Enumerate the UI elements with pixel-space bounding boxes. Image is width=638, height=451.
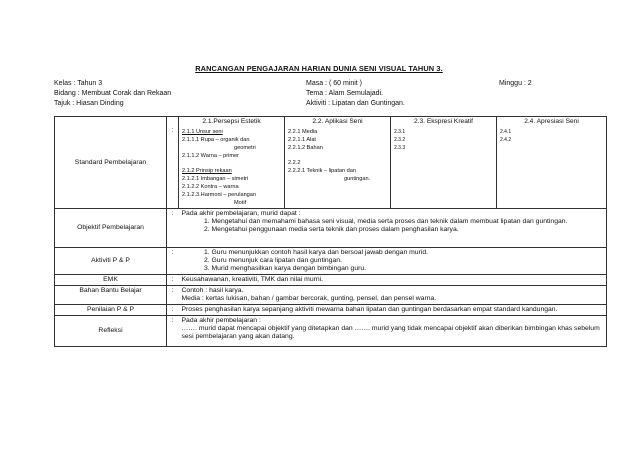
emk-row bbox=[55, 275, 607, 286]
c1-line: 2.1.1.2 Warna – primer bbox=[182, 153, 239, 159]
page-title: RANCANGAN PENGAJARAN HARIAN DUNIA SENI VISUAL TAHUN 3. bbox=[195, 64, 443, 73]
c1-line: Motif bbox=[234, 200, 247, 206]
standard-h1: 2.1.Persepsi Estetik bbox=[179, 117, 285, 128]
standard-header-row bbox=[55, 117, 607, 128]
penilaian-content: Proses penghasilan karya sepanjang aktiviti mewarna bahan lipatan dan guntingan berdasarkan empat standard kandungan. bbox=[179, 305, 607, 316]
aktiviti-line: Aktiviti : Lipatan dan Guntingan. bbox=[306, 100, 405, 107]
c2-line: 2.2.2.1 Teknik – lipatan dan bbox=[288, 168, 357, 174]
rph-table bbox=[54, 116, 607, 347]
tema-line: Tema : Alam Semulajadi. bbox=[306, 90, 384, 97]
tajuk-line: Tajuk : Hiasan Dinding bbox=[54, 100, 124, 107]
c1-spacer bbox=[182, 160, 281, 167]
objektif-intro: Pada akhir pembelajaran, murid dapat : bbox=[181, 210, 301, 217]
c3-line: 2.3.1 bbox=[394, 129, 406, 135]
objektif-list bbox=[182, 218, 604, 234]
refleksi-row bbox=[55, 316, 607, 347]
c3-line: 2.3.2 bbox=[394, 137, 406, 143]
c2-line: 2.2.2 bbox=[288, 160, 301, 166]
penilaian-row bbox=[55, 305, 607, 316]
c1-line: 2.1.1 Unsur seni bbox=[182, 129, 223, 135]
c1-line: 2.1.2 Prinsip rekaan bbox=[182, 168, 232, 174]
standard-h4: 2.4. Apresiasi Seni bbox=[497, 117, 607, 128]
emk-colon: : bbox=[167, 275, 179, 286]
minggu-line: Minggu : 2 bbox=[499, 80, 532, 87]
masa-line: Masa : ( 60 minit ) bbox=[306, 80, 363, 87]
c1-line: 2.1.2.1 Imbangan – simetri bbox=[182, 176, 249, 182]
meta-left bbox=[54, 79, 171, 109]
objektif-row bbox=[55, 209, 607, 248]
bidang-line: Bidang : Membuat Corak dan Rekaan bbox=[54, 90, 172, 97]
emk-content: Keusahawanan, kreativiti, TMK dan nilai murni. bbox=[179, 275, 607, 286]
bbb-content bbox=[179, 286, 607, 305]
bbb-line: Media : kertas lukisan, bahan / gambar bercorak, gunting, pensel, dan pensel warna. bbox=[181, 295, 437, 302]
c4-line: 2.4.2 bbox=[500, 137, 512, 143]
refleksi-colon: : bbox=[167, 316, 179, 347]
aktiviti-label: Aktiviti P & P bbox=[55, 248, 167, 275]
meta-middle bbox=[306, 79, 405, 109]
refleksi-label: Refleksi bbox=[55, 316, 167, 347]
bbb-label: Bahan Bantu Belajar bbox=[55, 286, 167, 305]
aktiviti-content bbox=[179, 248, 607, 275]
c2-line: guntingan. bbox=[344, 176, 371, 182]
c4-line: 2.4.1 bbox=[500, 129, 512, 135]
standard-c4 bbox=[497, 127, 607, 209]
standard-c2 bbox=[285, 127, 391, 209]
aktiviti-list bbox=[182, 249, 604, 273]
kelas-line: Kelas : Tahun 3 bbox=[54, 80, 103, 87]
standard-h3: 2.3. Ekspresi Kreatif bbox=[391, 117, 497, 128]
objektif-item: 1. Mengetahui dan memahami bahasa seni visual, media serta proses dan teknik dalam membuat lipatan dan guntingan. bbox=[212, 218, 604, 226]
aktiviti-item: 3. Murid menghasilkan karya dengan bimbingan guru. bbox=[212, 265, 604, 273]
standard-colon: : bbox=[167, 117, 179, 209]
c1-line: 2.1.1.1 Rupa – organik dan bbox=[182, 137, 250, 143]
aktiviti-item: 1. Guru menunjukkan contoh hasil karya dan bersoal jawab dengan murid. bbox=[212, 249, 604, 257]
objektif-colon: : bbox=[167, 209, 179, 248]
objektif-content bbox=[179, 209, 607, 248]
standard-h2: 2.2. Aplikasi Seni bbox=[285, 117, 391, 128]
bbb-row bbox=[55, 286, 607, 305]
aktiviti-row bbox=[55, 248, 607, 275]
c2-spacer bbox=[288, 152, 387, 159]
standard-c3 bbox=[391, 127, 497, 209]
c2-line: 2.2.1 Media bbox=[288, 129, 318, 135]
standard-label: Standard Pembelajaran bbox=[55, 117, 167, 209]
bbb-colon: : bbox=[167, 286, 179, 305]
aktiviti-colon: : bbox=[167, 248, 179, 275]
c3-line: 2.3.3 bbox=[394, 145, 406, 151]
refleksi-content bbox=[179, 316, 607, 347]
bbb-line: Contoh : hasil karya. bbox=[181, 287, 244, 294]
c1-line: geometri bbox=[234, 145, 256, 151]
penilaian-colon: : bbox=[167, 305, 179, 316]
c1-line: 2.1.2.3.Harmoni – perulangan bbox=[182, 192, 257, 198]
c1-line: 2.1.2.2 Kontra – warna bbox=[182, 184, 239, 190]
standard-c1 bbox=[179, 127, 285, 209]
c2-line: 2.2.1.1 Alat bbox=[288, 137, 316, 143]
meta-right bbox=[499, 79, 532, 89]
objektif-label: Objektif Pembelajaran bbox=[55, 209, 167, 248]
emk-label: EMK bbox=[55, 275, 167, 286]
penilaian-label: Penilaian P & P bbox=[55, 305, 167, 316]
refleksi-line: ……. murid dapat mencapai objektif yang ditetapkan dan ……. murid yang tidak mencapai objektif akan diberikan bimbingan khas sebelum sesi pembelajaran yang akan datang. bbox=[181, 325, 600, 340]
refleksi-line: Pada akhir pembelajaran : bbox=[181, 317, 261, 324]
aktiviti-item: 2. Guru menunjuk cara lipatan dan guntingan. bbox=[212, 257, 604, 265]
c2-line: 2.2.1.2 Bahan bbox=[288, 145, 323, 151]
objektif-item: 2. Mengetahui penggunaan media serta teknik dan proses dalam penghasilan karya. bbox=[212, 226, 604, 234]
